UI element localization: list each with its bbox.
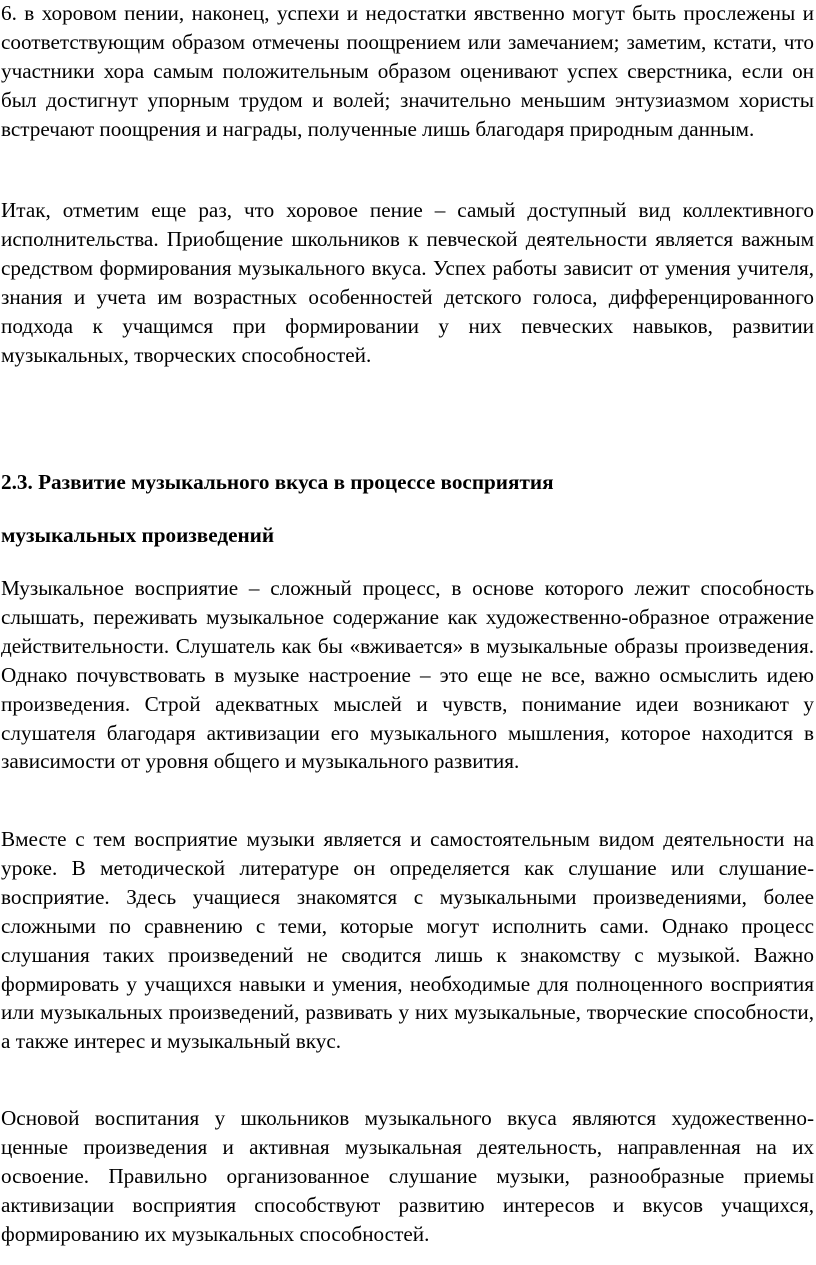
section-heading-line-1: 2.3. Развитие музыкального вкуса в процессе восприятия <box>1 470 554 494</box>
paragraph-2: Итак, отметим еще раз, что хоровое пение – самый доступный вид коллективного исполнительства. Приобщение школьников к певческой деятельности является важным средством формирования музыкального вкуса. Успех работы зависит от умения учителя, знания и учета им возрастных особенностей детского голоса, дифференцированного подхода к учащимся при формировании у них певческих навыков, развитии музыкальных, творческих способностей. <box>1 198 814 367</box>
section-heading-line-2: музыкальных произведений <box>1 523 275 547</box>
paragraph-1: 6. в хоровом пении, наконец, успехи и недостатки явственно могут быть прослежены и соответствующим образом отмечены поощрением или замечанием; заметим, кстати, что участники хора самым положительным образом оценивают успех сверстника, если он был достигнут упорным трудом и волей; значительно меньшим энтузиазмом хористы встречают поощрения и награды, полученные лишь благодаря природным данным. <box>1 1 814 141</box>
paragraph-4: Вместе с тем восприятие музыки является и самостоятельным видом деятельности на уроке. В методической литературе он определяется как слушание или слушание-восприятие. Здесь учащиеся знакомятся с музыкальными произведениями, более сложными по сравнению с теми, которые могут исполнить сами. Однако процесс слушания таких произведений не сводится лишь к знакомству с музыкой. Важно формировать у учащихся навыки и умения, необходимые для полноценного восприятия или музыкальных произведений, развивать у них музыкальные, творческие способности, а также интерес и музыкальный вкус. <box>1 827 814 1054</box>
paragraph-5: Основой воспитания у школьников музыкального вкуса являются художественно- ценные произведения и активная музыкальная деятельность, направленная на их освоение. Правильно организованное слушание музыки, разнообразные приемы активизации восприятия способствуют развитию интересов и вкусов учащихся, формированию их музыкальных способностей. <box>1 1106 814 1246</box>
paragraph-3: Музыкальное восприятие – сложный процесс, в основе которого лежит способность слышать, переживать музыкальное содержание как художественно-образное отражение действительности. Слушатель как бы «вживается» в музыкальные образы произведения. Однако почувствовать в музыке настроение – это еще не все, важно осмыслить идею произведения. Строй адекватных мыслей и чувств, понимание идеи возникают у слушателя благодаря активизации его музыкального мышления, которое находится в зависимости от уровня общего и музыкального развития. <box>1 576 814 774</box>
